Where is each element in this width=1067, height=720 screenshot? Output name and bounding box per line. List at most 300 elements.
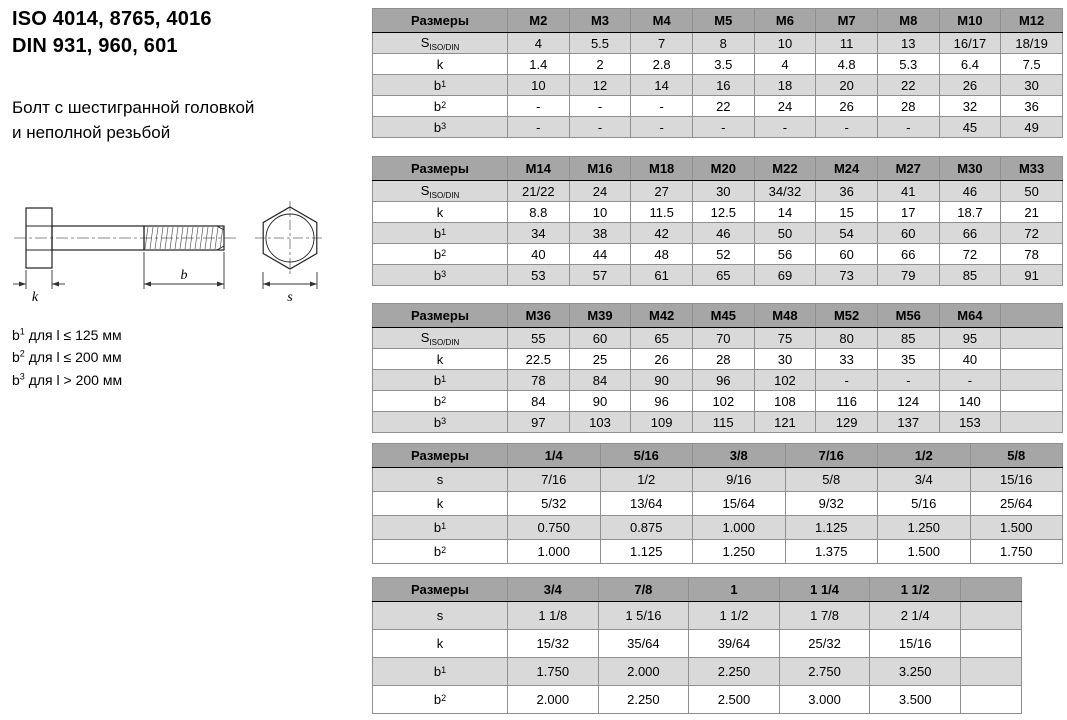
value-cell: -: [754, 117, 816, 138]
size-column-header: 1/4: [508, 444, 601, 468]
size-column-header: M27: [877, 157, 939, 181]
size-column-header: M8: [877, 9, 939, 33]
value-cell: 50: [1001, 181, 1063, 202]
table-row: [373, 602, 1022, 630]
value-cell: 0.750: [508, 516, 601, 540]
value-cell: 52: [692, 244, 754, 265]
size-column-header: M33: [1001, 157, 1063, 181]
size-column-header: M3: [569, 9, 631, 33]
bolt-drawing-svg: [12, 186, 352, 316]
corner-header: Размеры: [373, 578, 508, 602]
bolt-technical-drawing: [12, 186, 352, 321]
table-row: [373, 468, 1063, 492]
value-cell: 54: [816, 223, 878, 244]
value-cell: 4.8: [816, 54, 878, 75]
size-column-header: M14: [508, 157, 570, 181]
value-cell: 20: [816, 75, 878, 96]
value-cell: 7: [631, 33, 693, 54]
corner-header: Размеры: [373, 444, 508, 468]
value-cell: 4: [508, 33, 570, 54]
value-cell: 72: [939, 244, 1001, 265]
note: $b^1$ для l ≤ 125 мм: [12, 326, 122, 343]
value-cell: 1.375: [785, 540, 878, 564]
value-cell: 38: [569, 223, 631, 244]
note: $b^2$ для l ≤ 200 мм: [12, 348, 122, 366]
value-cell: 90: [569, 391, 631, 412]
size-column-header: M42: [631, 304, 693, 328]
size-column-header: 1/2: [878, 444, 971, 468]
value-cell: 3/4: [878, 468, 971, 492]
value-cell: 1/2: [600, 468, 693, 492]
size-column-header: M48: [754, 304, 816, 328]
value-cell: 1 7/8: [779, 602, 870, 630]
value-cell: 17: [877, 202, 939, 223]
title-iso: ISO 4014, 8765, 4016: [12, 8, 212, 30]
size-column-header: [1001, 304, 1063, 328]
value-cell: 27: [631, 181, 693, 202]
row-label: $b^1$: [373, 516, 508, 540]
value-cell: 15: [816, 202, 878, 223]
value-cell: 8: [692, 33, 754, 54]
table-row: [373, 391, 1063, 412]
corner-header: Размеры: [373, 304, 508, 328]
value-cell: 5/16: [878, 492, 971, 516]
value-cell: 36: [816, 181, 878, 202]
page-title: [12, 6, 364, 60]
note: $b^3$ для l > 200 мм: [12, 371, 123, 388]
dim-label-s: s: [287, 290, 293, 305]
value-cell: 11: [816, 33, 878, 54]
value-cell: 12.5: [692, 202, 754, 223]
value-cell: 18: [754, 75, 816, 96]
value-cell: 9/32: [785, 492, 878, 516]
table-row: [373, 686, 1022, 714]
dimension-table-5: [372, 577, 1022, 714]
sizes-table: [372, 443, 1063, 564]
row-label: k: [373, 630, 508, 658]
size-column-header: [961, 578, 1022, 602]
value-cell: 7.5: [1001, 54, 1063, 75]
table-row: [373, 33, 1063, 54]
size-column-header: M22: [754, 157, 816, 181]
row-label: $b^1$: [373, 370, 508, 391]
value-cell: 25/32: [779, 630, 870, 658]
value-cell: 25: [569, 349, 631, 370]
value-cell: 34: [508, 223, 570, 244]
table-header-row: [373, 304, 1063, 328]
value-cell: 79: [877, 265, 939, 286]
value-cell: 14: [754, 202, 816, 223]
size-column-header: 5/16: [600, 444, 693, 468]
size-column-header: M4: [631, 9, 693, 33]
value-cell: -: [816, 370, 878, 391]
size-column-header: M20: [692, 157, 754, 181]
value-cell: 56: [754, 244, 816, 265]
value-cell: -: [877, 370, 939, 391]
size-column-header: 7/8: [598, 578, 689, 602]
value-cell: 41: [877, 181, 939, 202]
value-cell: 24: [569, 181, 631, 202]
table-row: [373, 370, 1063, 391]
value-cell: 2 1/4: [870, 602, 961, 630]
value-cell: 1.125: [600, 540, 693, 564]
table-row: [373, 516, 1063, 540]
size-column-header: 3/4: [508, 578, 599, 602]
value-cell: 1.750: [508, 658, 599, 686]
value-cell: 26: [816, 96, 878, 117]
value-cell: 21: [1001, 202, 1063, 223]
value-cell: 91: [1001, 265, 1063, 286]
corner-header: Размеры: [373, 9, 508, 33]
value-cell: 1.125: [785, 516, 878, 540]
dimension-k: [13, 270, 65, 289]
size-column-header: M24: [816, 157, 878, 181]
value-cell: 1.500: [878, 540, 971, 564]
table-header-row: [373, 157, 1063, 181]
value-cell: 96: [631, 391, 693, 412]
value-cell: 66: [877, 244, 939, 265]
value-cell: 60: [816, 244, 878, 265]
value-cell: 70: [692, 328, 754, 349]
value-cell: -: [816, 117, 878, 138]
value-cell: 65: [692, 265, 754, 286]
value-cell: 45: [939, 117, 1001, 138]
dim-label-b: b: [180, 268, 188, 283]
row-label: $S_{ISO/DIN}$: [373, 181, 508, 202]
value-cell: 42: [631, 223, 693, 244]
corner-header: Размеры: [373, 157, 508, 181]
value-cell: 102: [754, 370, 816, 391]
value-cell: 40: [508, 244, 570, 265]
size-column-header: 1: [689, 578, 780, 602]
value-cell: 4: [754, 54, 816, 75]
row-label: $b^2$: [373, 96, 508, 117]
title-din: DIN 931, 960, 601: [12, 35, 178, 57]
table-row: [373, 658, 1022, 686]
row-label: $b^3$: [373, 265, 508, 286]
value-cell: 22: [692, 96, 754, 117]
value-cell: 53: [508, 265, 570, 286]
value-cell: 26: [631, 349, 693, 370]
value-cell: 72: [1001, 223, 1063, 244]
value-cell: 66: [939, 223, 1001, 244]
value-cell: 102: [692, 391, 754, 412]
value-cell: 115: [692, 412, 754, 433]
left-panel: [12, 6, 364, 714]
value-cell: 124: [877, 391, 939, 412]
size-column-header: M5: [692, 9, 754, 33]
value-cell: 46: [692, 223, 754, 244]
value-cell: 26: [939, 75, 1001, 96]
value-cell: [1001, 328, 1063, 349]
dim-label-k: k: [31, 290, 39, 305]
value-cell: 1 1/2: [689, 602, 780, 630]
value-cell: 18.7: [939, 202, 1001, 223]
value-cell: [1001, 349, 1063, 370]
value-cell: 97: [508, 412, 570, 433]
row-label: $b^3$: [373, 412, 508, 433]
value-cell: 10: [508, 75, 570, 96]
value-cell: 73: [816, 265, 878, 286]
value-cell: [961, 686, 1022, 714]
table-row: [373, 54, 1063, 75]
value-cell: -: [508, 117, 570, 138]
row-label: k: [373, 54, 508, 75]
value-cell: -: [569, 96, 631, 117]
value-cell: 137: [877, 412, 939, 433]
size-column-header: M45: [692, 304, 754, 328]
value-cell: 129: [816, 412, 878, 433]
value-cell: 0.875: [600, 516, 693, 540]
value-cell: 2: [569, 54, 631, 75]
value-cell: 30: [1001, 75, 1063, 96]
value-cell: [1001, 370, 1063, 391]
sizes-table: [372, 577, 1022, 714]
tables-panel: [372, 0, 1067, 720]
size-column-header: M12: [1001, 9, 1063, 33]
value-cell: 15/16: [970, 468, 1063, 492]
table-header-row: [373, 578, 1022, 602]
value-cell: 35/64: [598, 630, 689, 658]
table-row: [373, 492, 1063, 516]
value-cell: 15/16: [870, 630, 961, 658]
row-label: $b^2$: [373, 540, 508, 564]
value-cell: 78: [1001, 244, 1063, 265]
value-cell: -: [692, 117, 754, 138]
value-cell: 2.500: [689, 686, 780, 714]
value-cell: [1001, 391, 1063, 412]
table-row: [373, 328, 1063, 349]
value-cell: 13: [877, 33, 939, 54]
dimension-table-3: [372, 303, 1063, 433]
value-cell: 1.250: [693, 540, 786, 564]
value-cell: 2.000: [508, 686, 599, 714]
value-cell: 2.250: [598, 686, 689, 714]
value-cell: 60: [877, 223, 939, 244]
value-cell: 32: [939, 96, 1001, 117]
value-cell: 22.5: [508, 349, 570, 370]
value-cell: 2.750: [779, 658, 870, 686]
value-cell: -: [877, 117, 939, 138]
size-column-header: M36: [508, 304, 570, 328]
value-cell: [961, 630, 1022, 658]
row-label: $b^1$: [373, 658, 508, 686]
value-cell: 16/17: [939, 33, 1001, 54]
value-cell: 11.5: [631, 202, 693, 223]
value-cell: 21/22: [508, 181, 570, 202]
value-cell: 30: [692, 181, 754, 202]
table-row: [373, 96, 1063, 117]
table-row: [373, 540, 1063, 564]
row-label: $b^2$: [373, 244, 508, 265]
size-column-header: M10: [939, 9, 1001, 33]
value-cell: 1.750: [970, 540, 1063, 564]
row-label: $b^3$: [373, 117, 508, 138]
value-cell: 1.000: [693, 516, 786, 540]
dimension-s: [263, 272, 317, 289]
size-column-header: M39: [569, 304, 631, 328]
size-column-header: M6: [754, 9, 816, 33]
dimension-table-4: [372, 443, 1063, 564]
value-cell: [961, 658, 1022, 686]
row-label: s: [373, 468, 508, 492]
value-cell: 15/64: [693, 492, 786, 516]
dimension-table-1: [372, 8, 1063, 138]
value-cell: 55: [508, 328, 570, 349]
page-subtitle: [12, 96, 254, 145]
size-column-header: 5/8: [970, 444, 1063, 468]
table-row: [373, 244, 1063, 265]
value-cell: 95: [939, 328, 1001, 349]
row-label: k: [373, 492, 508, 516]
value-cell: 35: [877, 349, 939, 370]
size-column-header: 1 1/2: [870, 578, 961, 602]
value-cell: 2.000: [598, 658, 689, 686]
row-label: $b^1$: [373, 223, 508, 244]
value-cell: 1 5/16: [598, 602, 689, 630]
table-row: [373, 265, 1063, 286]
value-cell: 84: [508, 391, 570, 412]
row-label: $S_{ISO/DIN}$: [373, 33, 508, 54]
value-cell: [1001, 412, 1063, 433]
value-cell: 116: [816, 391, 878, 412]
dimension-table-2: [372, 156, 1063, 286]
value-cell: 3.000: [779, 686, 870, 714]
value-cell: 85: [939, 265, 1001, 286]
value-cell: 36: [1001, 96, 1063, 117]
row-label: s: [373, 602, 508, 630]
size-column-header: 3/8: [693, 444, 786, 468]
sizes-table: [372, 303, 1063, 433]
value-cell: 1.000: [508, 540, 601, 564]
value-cell: 1 1/8: [508, 602, 599, 630]
subtitle-line-2: и неполной резьбой: [12, 122, 171, 142]
table-row: [373, 630, 1022, 658]
value-cell: 6.4: [939, 54, 1001, 75]
table-header-row: [373, 444, 1063, 468]
value-cell: 96: [692, 370, 754, 391]
value-cell: 33: [816, 349, 878, 370]
value-cell: 14: [631, 75, 693, 96]
value-cell: -: [508, 96, 570, 117]
value-cell: 108: [754, 391, 816, 412]
subtitle-line-1: Болт с шестигранной головкой: [12, 98, 255, 117]
value-cell: 48: [631, 244, 693, 265]
table-row: [373, 223, 1063, 244]
table-header-row: [373, 9, 1063, 33]
value-cell: 2.8: [631, 54, 693, 75]
value-cell: 7/16: [508, 468, 601, 492]
notes-list: [12, 324, 122, 391]
row-label: $S_{ISO/DIN}$: [373, 328, 508, 349]
value-cell: -: [569, 117, 631, 138]
value-cell: 1.4: [508, 54, 570, 75]
value-cell: 3.250: [870, 658, 961, 686]
row-label: k: [373, 349, 508, 370]
table-row: [373, 75, 1063, 96]
value-cell: 46: [939, 181, 1001, 202]
value-cell: -: [631, 96, 693, 117]
value-cell: 40: [939, 349, 1001, 370]
table-row: [373, 202, 1063, 223]
size-column-header: M2: [508, 9, 570, 33]
value-cell: -: [939, 370, 1001, 391]
value-cell: 78: [508, 370, 570, 391]
value-cell: 30: [754, 349, 816, 370]
size-column-header: M16: [569, 157, 631, 181]
value-cell: 15/32: [508, 630, 599, 658]
size-column-header: M7: [816, 9, 878, 33]
value-cell: 75: [754, 328, 816, 349]
size-column-header: M30: [939, 157, 1001, 181]
value-cell: 61: [631, 265, 693, 286]
value-cell: 65: [631, 328, 693, 349]
value-cell: 28: [877, 96, 939, 117]
value-cell: 18/19: [1001, 33, 1063, 54]
size-column-header: M64: [939, 304, 1001, 328]
value-cell: 13/64: [600, 492, 693, 516]
value-cell: 1.250: [878, 516, 971, 540]
value-cell: 3.500: [870, 686, 961, 714]
value-cell: 5/8: [785, 468, 878, 492]
value-cell: 69: [754, 265, 816, 286]
row-label: $b^2$: [373, 391, 508, 412]
table-row: [373, 412, 1063, 433]
value-cell: [961, 602, 1022, 630]
row-label: k: [373, 202, 508, 223]
size-column-header: 7/16: [785, 444, 878, 468]
value-cell: 16: [692, 75, 754, 96]
value-cell: 50: [754, 223, 816, 244]
row-label: $b^2$: [373, 686, 508, 714]
value-cell: 80: [816, 328, 878, 349]
value-cell: 5.3: [877, 54, 939, 75]
value-cell: 24: [754, 96, 816, 117]
value-cell: 85: [877, 328, 939, 349]
value-cell: 103: [569, 412, 631, 433]
table-row: [373, 181, 1063, 202]
value-cell: 121: [754, 412, 816, 433]
value-cell: 140: [939, 391, 1001, 412]
value-cell: 153: [939, 412, 1001, 433]
value-cell: 12: [569, 75, 631, 96]
value-cell: 57: [569, 265, 631, 286]
value-cell: 5/32: [508, 492, 601, 516]
value-cell: 109: [631, 412, 693, 433]
value-cell: 10: [754, 33, 816, 54]
row-label: $b^1$: [373, 75, 508, 96]
value-cell: 34/32: [754, 181, 816, 202]
value-cell: 1.500: [970, 516, 1063, 540]
value-cell: 8.8: [508, 202, 570, 223]
size-column-header: 1 1/4: [779, 578, 870, 602]
value-cell: 28: [692, 349, 754, 370]
value-cell: 10: [569, 202, 631, 223]
sizes-table: [372, 8, 1063, 138]
size-column-header: M52: [816, 304, 878, 328]
value-cell: 5.5: [569, 33, 631, 54]
value-cell: 9/16: [693, 468, 786, 492]
size-column-header: M56: [877, 304, 939, 328]
sizes-table: [372, 156, 1063, 286]
value-cell: 60: [569, 328, 631, 349]
value-cell: 22: [877, 75, 939, 96]
table-row: [373, 117, 1063, 138]
value-cell: 49: [1001, 117, 1063, 138]
value-cell: 44: [569, 244, 631, 265]
table-row: [373, 349, 1063, 370]
value-cell: 84: [569, 370, 631, 391]
